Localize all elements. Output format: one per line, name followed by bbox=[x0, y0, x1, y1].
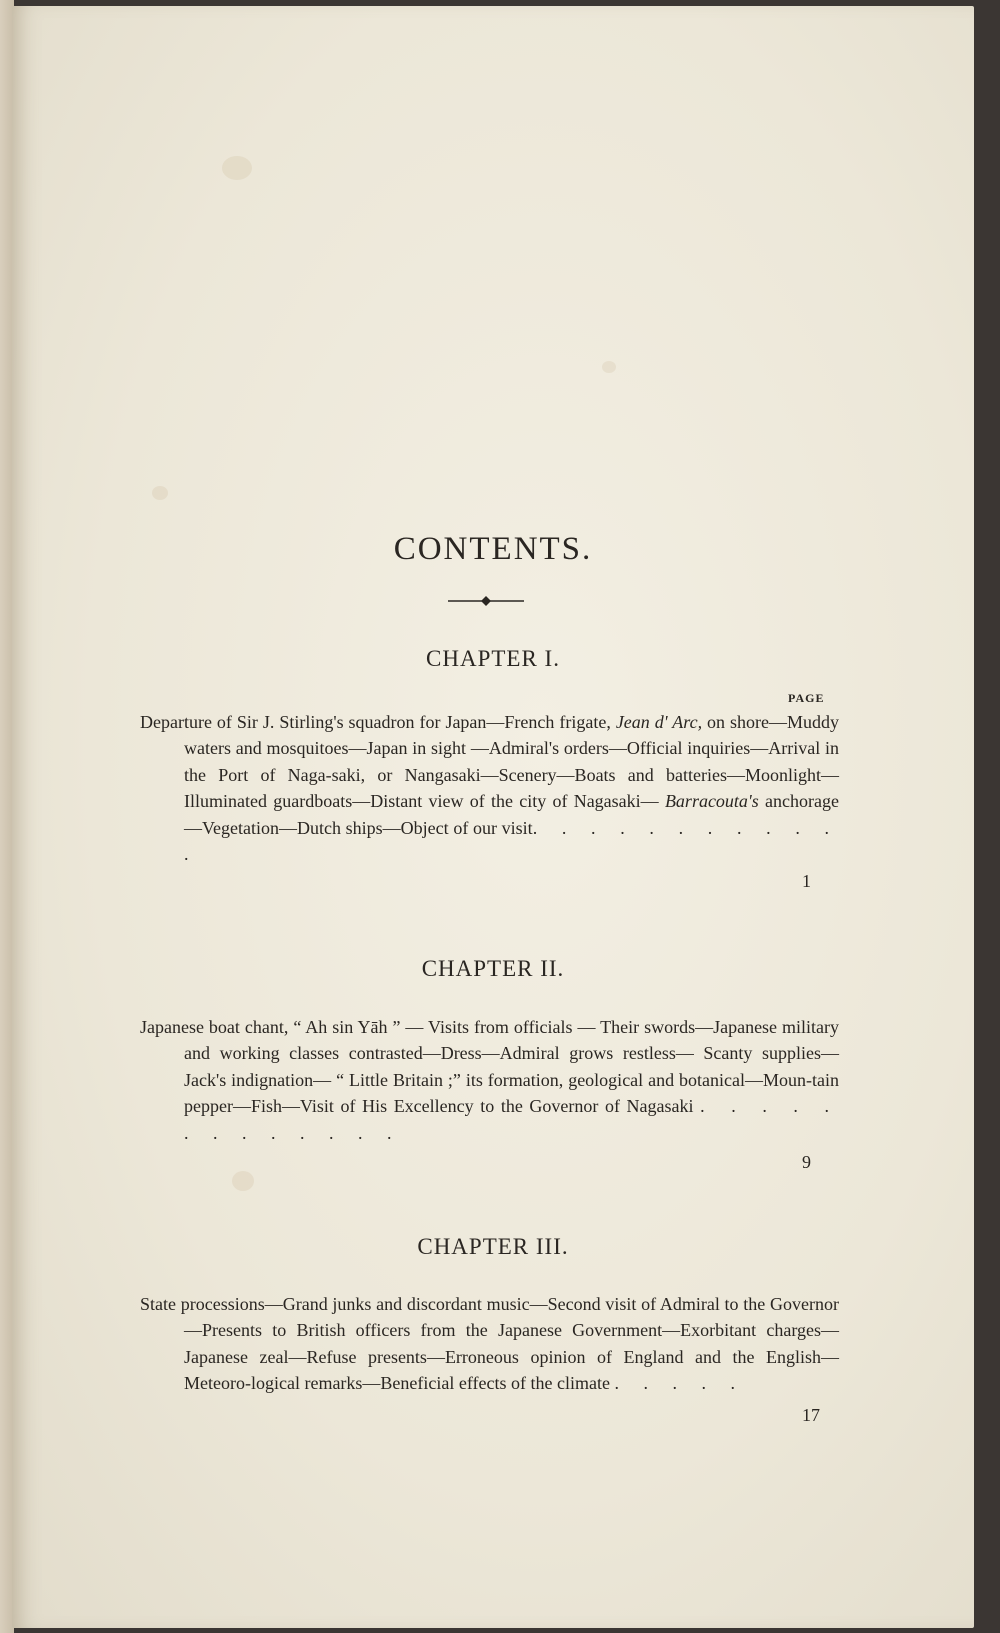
summary-text: Departure of Sir J. Stirling's squadron for Japan—French frigate, bbox=[140, 712, 616, 732]
dot-leader: . . . . . . . . . . . . . bbox=[184, 1096, 840, 1143]
page-number: 1 bbox=[802, 871, 811, 891]
foxing-spot bbox=[152, 486, 168, 500]
summary-text: anchorage—Vegetation—Dutch ships—Object of our visit bbox=[184, 791, 840, 838]
dot-leader: . . . . . . . . . . . . bbox=[184, 817, 840, 865]
summary-text: on shore—Muddy waters and mosquitoes—Japan in sight —Admiral's orders—Official inquiries—Arrival in the Port of Naga-saki, or Nangasaki—Scenery—Boats and batteries—Moonlight—Illuminated guardboats—Distant view of the city of Nagasaki— bbox=[184, 712, 839, 812]
page-number: 9 bbox=[802, 1152, 811, 1172]
chapter-summary bbox=[140, 1014, 839, 1146]
summary-text: Japanese boat chant, “ Ah sin Yāh ” — Visits from officials — Their swords—Japanese military and working classes contrasted—Dress—Admiral grows restless— Scanty supplies—Jack's indignation— “ Little Britain ;” its formation, geological and botanical—Moun-tain pepper—Fish—Visit of His Excellency to the Governor of Nagasaki bbox=[140, 1017, 839, 1117]
title-ornament-divider bbox=[448, 595, 524, 607]
book-page bbox=[12, 6, 974, 1628]
page-number: 17 bbox=[802, 1405, 820, 1425]
summary-text: State processions—Grand junks and discordant music—Second visit of Admiral to the Governor—Presents to British officers from the Japanese Government—Exorbitant charges—Japanese zeal—Refuse presents—Erroneous opinion of England and the English—Meteoro-logical remarks—Beneficial effects of the climate bbox=[140, 1294, 839, 1394]
chapter-heading: CHAPTER I. bbox=[426, 646, 560, 671]
contents-title: CONTENTS. bbox=[393, 531, 593, 567]
chapter-heading: CHAPTER II. bbox=[421, 956, 565, 981]
ship-name: Barracouta's bbox=[664, 791, 759, 812]
ship-name: Jean d' Arc, bbox=[615, 712, 703, 732]
page-column-label: PAGE bbox=[788, 691, 825, 705]
foxing-spot bbox=[222, 156, 252, 180]
chapter-summary bbox=[140, 709, 839, 867]
foxing-spot bbox=[232, 1171, 254, 1191]
foxing-spot bbox=[602, 361, 616, 373]
dot-leader: . . . . . bbox=[614, 1373, 745, 1394]
chapter-heading: CHAPTER III. bbox=[417, 1234, 569, 1259]
chapter-summary bbox=[140, 1291, 839, 1397]
